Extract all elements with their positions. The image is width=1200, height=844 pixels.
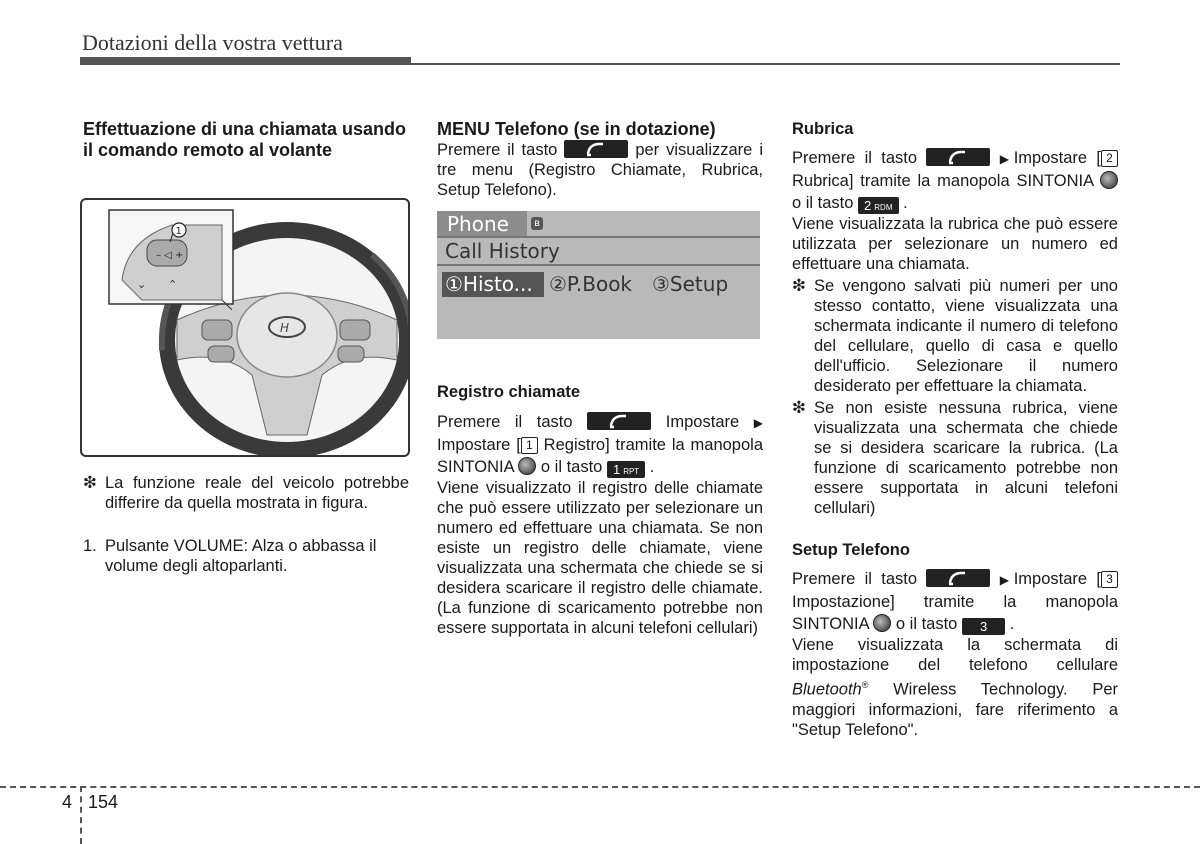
section-heading: MENU Telefono (se in dotazione)	[437, 119, 716, 139]
registro-section	[437, 382, 763, 638]
menu-number-icon: 1	[521, 437, 538, 454]
page-number: 154	[88, 792, 119, 812]
section-heading: Effettuazione di una chiamata usando il comando remoto al volante	[83, 119, 407, 160]
section-heading: Registro chiamate	[437, 383, 581, 401]
key-2-rdm: 2 RDM	[858, 197, 898, 214]
registro-body: Viene visualizzato il registro delle chiamate che può essere utilizzato per selezionare un numero ed effettuare una chiamata. Se non esiste un registro delle chiamate, viene visualizzata una schermata che chiede se si desidera scaricare il registro delle chiamate. (La funzione di scaricamento potrebbe non essere supportata in alcuni telefoni cellulari)	[437, 479, 763, 637]
steering-wheel-figure	[80, 198, 410, 457]
column-left	[83, 119, 413, 161]
phone-button	[587, 412, 651, 430]
footer-rule	[0, 786, 1200, 788]
svg-text:⌄: ⌄	[137, 278, 147, 291]
screen-subtitle: Call History	[445, 239, 560, 263]
rubrica-note: ❇ Se vengono salvati più numeri per uno stesso contatto, viene visualizzata una schermata indicante il numero di telefono del cellulare, quello di casa e quello dell'ufficio. Selezionare il numero desiderato per effettuare la chiamata.	[792, 277, 1118, 395]
column-right	[792, 119, 1118, 740]
figure-note: ❇ La funzione reale del veicolo potrebbe differire da quella mostrata in figura.	[83, 474, 409, 512]
menu-number-icon: 3	[1101, 571, 1118, 588]
tune-knob-icon	[873, 614, 891, 632]
rubrica-body: Viene visualizzata la rubrica che può essere utilizzata per selezionare un numero ed effettuare una chiamata.	[792, 215, 1118, 273]
tune-knob-icon	[1100, 171, 1118, 189]
note-mark-icon: ❇	[792, 277, 806, 295]
key-1-rpt: 1 RPT	[607, 461, 645, 478]
svg-text:– ◁ +: – ◁ +	[156, 250, 184, 261]
rubrica-note: ❇ Se non esiste nessuna rubrica, viene visualizzata una schermata che chiede se si desidera scaricare la rubrica. (La funzione di scaricamento potrebbe non essere supportata in alcuni telefoni cellulari)	[792, 399, 1118, 517]
section-heading: Rubrica	[792, 120, 854, 138]
svg-text:H: H	[280, 321, 290, 335]
key-3: 3	[962, 618, 1005, 635]
header-rule-thin	[411, 63, 1120, 65]
phone-button	[926, 148, 990, 166]
screen-menu-phonebook: ②P.Book	[549, 272, 633, 296]
menu-number-icon: 2	[1101, 150, 1118, 167]
list-item: 1. Pulsante VOLUME: Alza o abbassa il volume degli altoparlanti.	[83, 537, 377, 575]
registro-instructions: Premere il tasto Impostare ▶ Impostare [ 1 Registro] tramite la manopola SINTONIA o il tasto 1 RPT .	[437, 413, 764, 477]
phone-button	[564, 140, 628, 158]
phone-display-screen	[437, 211, 760, 339]
setup-instructions: Premere il tasto ▶Impostare [ 3 Impostazione] tramite la manopola SINTONIA o il tasto 3 .	[792, 570, 1118, 634]
phone-button	[926, 569, 990, 587]
svg-text:⌃: ⌃	[168, 278, 178, 291]
figure-notes	[83, 473, 409, 576]
screen-title: Phone	[447, 212, 509, 236]
setup-body: Viene visualizzata la schermata di impostazione del telefono cellulare Bluetooth® Wireless Technology. Per maggiori informazioni, fare riferimento a "Setup Telefono".	[792, 636, 1118, 739]
arrow-right-icon: ▶	[753, 416, 764, 430]
rubrica-instructions: Premere il tasto ▶Impostare [ 2 Rubrica] tramite la manopola SINTONIA o il tasto 2 RDM .	[792, 147, 1118, 214]
steering-wheel-illustration	[82, 200, 408, 455]
figure-callout-1: 1	[175, 226, 182, 237]
section-heading: Setup Telefono	[792, 541, 910, 559]
page-header-title: Dotazioni della vostra vettura	[82, 30, 343, 55]
footer-rule-vertical	[80, 786, 82, 844]
note-mark-icon: ❇	[83, 474, 97, 492]
screen-menu-history: ①Histo...	[442, 272, 544, 297]
column-middle	[437, 119, 763, 200]
chapter-number: 4	[62, 792, 73, 812]
arrow-right-icon: ▶	[999, 573, 1014, 587]
screen-menu-setup: ③Setup	[652, 272, 729, 296]
header-rule-thick	[80, 57, 411, 65]
note-mark-icon: ❇	[792, 399, 806, 417]
intro-paragraph: Premere il tasto per visualizzare i tre menu (Registro Chiamate, Rubrica, Setup Telefono).	[437, 141, 763, 199]
bluetooth-icon: ʙ	[531, 217, 543, 230]
arrow-right-icon: ▶	[999, 152, 1014, 166]
tune-knob-icon	[518, 457, 536, 475]
